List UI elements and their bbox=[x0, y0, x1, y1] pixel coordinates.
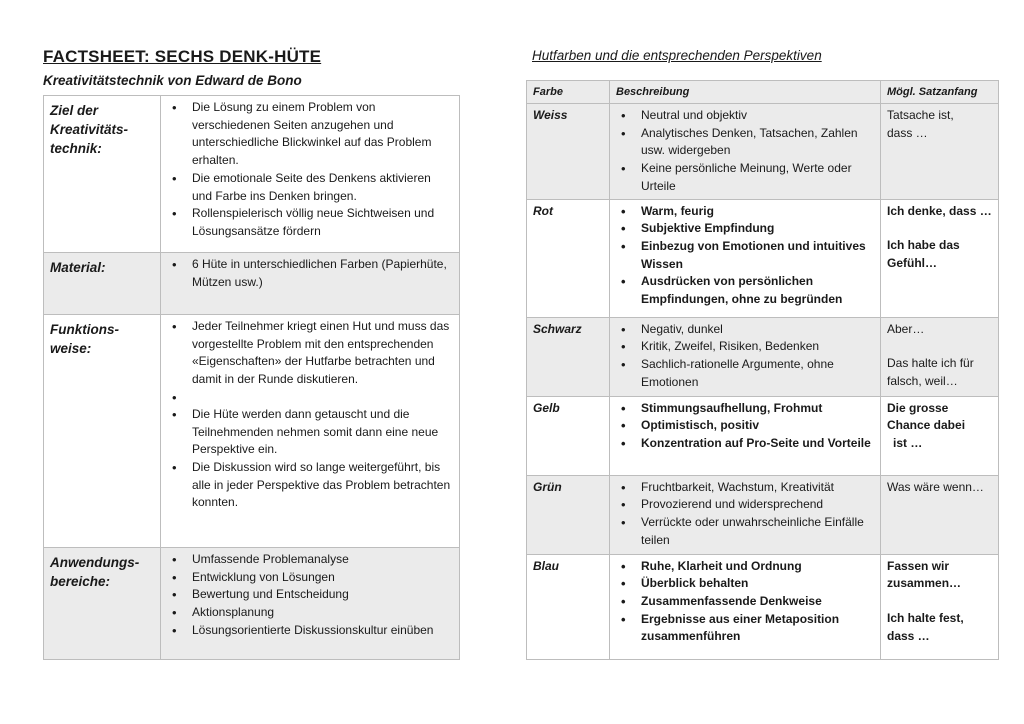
list-item: • Jeder Teilnehmer kriegt einen Hut und muss das vorgestellte Problem mit den entsprechenden «Eigenschaften» der Hutfarbe betrachten und damit in der Runde diskutieren. bbox=[167, 318, 453, 389]
list-item: • Umfassende Problemanalyse bbox=[167, 551, 453, 569]
list-item: • Die Diskussion wird so lange weitergeführt, bis alle in jeder Perspektive das Problem betrachten konnten. bbox=[167, 459, 453, 512]
farbe-schwarz: Schwarz bbox=[527, 317, 610, 396]
list-item: • Keine persönliche Meinung, Werte oder Urteile bbox=[616, 160, 874, 195]
row-funktionsweise bbox=[44, 315, 460, 548]
row-anwendungsbereiche bbox=[44, 548, 460, 660]
list-item: • Fruchtbarkeit, Wachstum, Kreativität bbox=[616, 479, 874, 497]
content-ziel bbox=[161, 96, 460, 253]
satz-weiss: Tatsache ist, dass … bbox=[881, 104, 999, 200]
list-item: • Analytisches Denken, Tatsachen, Zahlen usw. widergeben bbox=[616, 125, 874, 160]
header-farbe: Farbe bbox=[527, 81, 610, 104]
list-item: • Subjektive Empfindung bbox=[616, 220, 874, 238]
row-schwarz bbox=[527, 317, 999, 396]
hutfarben-table bbox=[526, 80, 999, 660]
desc-weiss bbox=[610, 104, 881, 200]
content-anwendungsbereiche bbox=[161, 548, 460, 660]
list-spacer bbox=[167, 389, 453, 406]
farbe-gruen: Grün bbox=[527, 475, 610, 554]
list-item: • Bewertung und Entscheidung bbox=[167, 586, 453, 604]
satz-gruen: Was wäre wenn… bbox=[881, 475, 999, 554]
list-item: • Negativ, dunkel bbox=[616, 321, 874, 339]
list-item: • Einbezug von Emotionen und intuitives Wissen bbox=[616, 238, 874, 273]
list-item: • Kritik, Zweifel, Risiken, Bedenken bbox=[616, 338, 874, 356]
header-satzanfang: Mögl. Satzanfang bbox=[881, 81, 999, 104]
list-item: • Ergebnisse aus einer Metaposition zusammenführen bbox=[616, 611, 874, 646]
desc-blau bbox=[610, 554, 881, 659]
list-item: • Die Hüte werden dann getauscht und die Teilnehmenden nehmen somit dann eine neue Perspektive ein. bbox=[167, 406, 453, 459]
satz-blau: Fassen wir zusammen… Ich halte fest, dass … bbox=[881, 554, 999, 659]
farbe-rot: Rot bbox=[527, 199, 610, 317]
label-material: Material: bbox=[44, 253, 161, 315]
list-item: • Warm, feurig bbox=[616, 203, 874, 221]
list-item: • Die Lösung zu einem Problem von verschiedenen Seiten anzugehen und unterschiedliche Blickwinkel auf das Problem erhalten. bbox=[167, 99, 453, 170]
list-item: • Aktionsplanung bbox=[167, 604, 453, 622]
list-item: • Neutral und objektiv bbox=[616, 107, 874, 125]
factsheet-subtitle: Kreativitätstechnik von Edward de Bono bbox=[43, 73, 302, 88]
hutfarben-title: Hutfarben und die entsprechenden Perspektiven bbox=[532, 48, 822, 63]
row-blau bbox=[527, 554, 999, 659]
row-gelb bbox=[527, 396, 999, 475]
row-ziel bbox=[44, 96, 460, 253]
list-item: • Lösungsorientierte Diskussionskultur einüben bbox=[167, 622, 453, 640]
farbe-gelb: Gelb bbox=[527, 396, 610, 475]
list-item: • Stimmungsaufhellung, Frohmut bbox=[616, 400, 874, 418]
list-item: • Konzentration auf Pro-Seite und Vorteile bbox=[616, 435, 874, 453]
content-material bbox=[161, 253, 460, 315]
hutfarben-panel bbox=[526, 47, 999, 660]
desc-gruen bbox=[610, 475, 881, 554]
label-anwendungsbereiche: Anwendungs- bereiche: bbox=[44, 548, 161, 660]
list-item: • Sachlich-rationelle Argumente, ohne Emotionen bbox=[616, 356, 874, 391]
header-beschreibung: Beschreibung bbox=[610, 81, 881, 104]
table-header-row bbox=[527, 81, 999, 104]
satz-gelb: Die grosse Chance dabei ist … bbox=[881, 396, 999, 475]
farbe-blau: Blau bbox=[527, 554, 610, 659]
factsheet-panel bbox=[43, 47, 460, 660]
list-item: • Ausdrücken von persönlichen Empfindungen, ohne zu begründen bbox=[616, 273, 874, 308]
factsheet-table bbox=[43, 95, 460, 660]
satz-schwarz: Aber… Das halte ich für falsch, weil… bbox=[881, 317, 999, 396]
content-funktionsweise bbox=[161, 315, 460, 548]
label-funktionsweise: Funktions- weise: bbox=[44, 315, 161, 548]
label-ziel: Ziel der Kreativitäts- technik: bbox=[44, 96, 161, 253]
desc-rot bbox=[610, 199, 881, 317]
list-item: • Überblick behalten bbox=[616, 575, 874, 593]
row-rot bbox=[527, 199, 999, 317]
satz-rot: Ich denke, dass … Ich habe das Gefühl… bbox=[881, 199, 999, 317]
factsheet-title: FACTSHEET: SECHS DENK-HÜTE bbox=[43, 47, 322, 66]
desc-schwarz bbox=[610, 317, 881, 396]
row-material bbox=[44, 253, 460, 315]
list-item: • 6 Hüte in unterschiedlichen Farben (Papierhüte, Mützen usw.) bbox=[167, 256, 453, 291]
list-item: • Verrückte oder unwahrscheinliche Einfälle teilen bbox=[616, 514, 874, 549]
list-item: • Zusammenfassende Denkweise bbox=[616, 593, 874, 611]
list-item: • Optimistisch, positiv bbox=[616, 417, 874, 435]
desc-gelb bbox=[610, 396, 881, 475]
farbe-weiss: Weiss bbox=[527, 104, 610, 200]
row-weiss bbox=[527, 104, 999, 200]
list-item: • Provozierend und widersprechend bbox=[616, 496, 874, 514]
list-item: • Die emotionale Seite des Denkens aktivieren und Farbe ins Denken bringen. bbox=[167, 170, 453, 205]
row-gruen bbox=[527, 475, 999, 554]
list-item: • Entwicklung von Lösungen bbox=[167, 569, 453, 587]
list-item: • Ruhe, Klarheit und Ordnung bbox=[616, 558, 874, 576]
list-item: • Rollenspielerisch völlig neue Sichtweisen und Lösungsansätze fördern bbox=[167, 205, 453, 240]
